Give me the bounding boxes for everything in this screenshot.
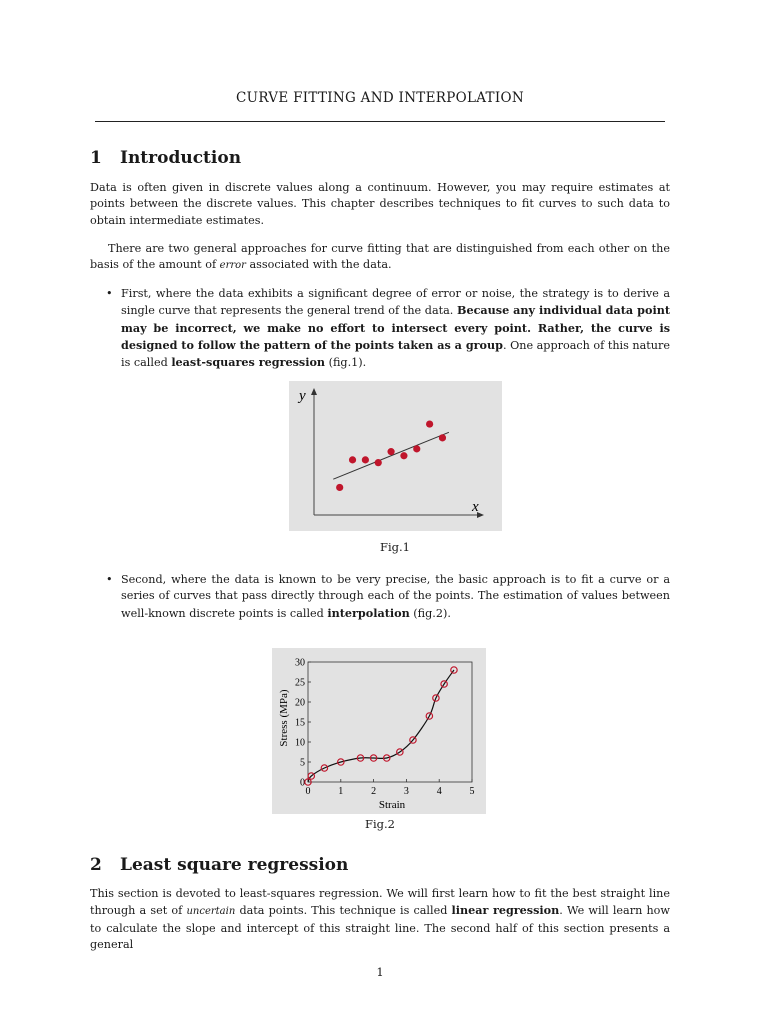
section-2-number: 2 — [90, 855, 102, 875]
fig1-data-point — [336, 484, 343, 491]
fig2-y-tick-label: 0 — [300, 777, 305, 789]
section-1-heading — [90, 148, 241, 168]
bullet1-text-a: First, where the data exhibits a significant degree of error or noise, the strategy is to derive a single curve that represents the general trend of the data. — [121, 287, 670, 318]
fig1-data-point — [387, 448, 394, 455]
intro-paragraph-2 — [90, 241, 670, 275]
fig2-fitted-curve — [308, 670, 454, 782]
bullet1-text-d: (fig.1). — [325, 356, 367, 370]
sec2-text-b: data points. This technique is called — [235, 904, 452, 918]
figure-1 — [289, 381, 502, 531]
fig1-data-point — [375, 459, 382, 466]
fig2-y-tick-label: 15 — [295, 717, 305, 729]
fig2-y-tick-label: 20 — [295, 697, 305, 709]
bullet-icon: • — [106, 573, 113, 586]
para2-text-a: There are two general approaches for curve fitting that are distinguished from each other on the basis of the amount of — [90, 242, 670, 272]
intro-paragraph-1: Data is often given in discrete values along a continuum. However, you may require estimates at points between the discrete values. This chapter describes techniques to fit curves to such data to obtain intermediate estimates. — [90, 181, 670, 227]
bullet-item-1 — [106, 286, 670, 371]
fig1-x-label: x — [472, 499, 479, 515]
para2-text-b: associated with the data. — [245, 258, 392, 272]
fig2-y-tick-label: 5 — [300, 757, 305, 769]
figure-2 — [272, 648, 486, 814]
fig1-y-label: y — [299, 388, 306, 404]
bullet1-text-c: . One approach of this nature is called — [121, 338, 670, 370]
sec2-bold: linear regression — [451, 903, 560, 918]
title-rule — [95, 121, 665, 122]
figure-1-chart — [289, 381, 502, 531]
bullet2-bold: interpolation — [327, 605, 410, 620]
fig1-data-point — [400, 452, 407, 459]
fig2-x-tick-label: 5 — [469, 786, 475, 797]
sec2-emphasis: uncertain — [186, 906, 236, 918]
bullet2-text-b: (fig.2). — [409, 606, 451, 620]
fig1-data-point — [439, 434, 446, 441]
fig2-y-tick-label: 10 — [295, 737, 305, 749]
fig1-data-point — [349, 456, 356, 463]
section-2-title: Least square regression — [120, 855, 349, 875]
figure-1-caption: Fig.1 — [380, 540, 410, 554]
bullet1-bold-2: least-squares regression — [171, 355, 326, 370]
fig2-y-label: Stress (MPa) — [278, 689, 290, 747]
fig2-y-tick-label: 30 — [295, 657, 305, 669]
section-1-title: Introduction — [120, 148, 242, 168]
fig1-data-point — [413, 445, 420, 452]
fig2-x-label: Strain — [378, 799, 406, 811]
fig2-x-tick-label: 4 — [436, 786, 442, 797]
fig2-x-tick-label: 3 — [403, 786, 409, 797]
fig2-x-tick-label: 1 — [338, 786, 344, 797]
bullet2-text-a: Second, where the data is known to be very precise, the basic approach is to fit a curve or a series of curves that pass directly through each of the points. The estimation of values between well-known discrete points is called — [121, 573, 670, 620]
sec2-text-a: This section is devoted to least-squares regression. We will first learn how to fit the best straight line through a set of — [90, 887, 670, 918]
sec2-text-c: . We will learn how to calculate the slope and intercept of this straight line. The second half of this section presents a general — [90, 904, 670, 951]
page-title: CURVE FITTING AND INTERPOLATION — [236, 90, 524, 106]
section-2-heading — [90, 855, 348, 875]
fig2-data-point — [451, 667, 457, 673]
figure-2-caption: Fig.2 — [365, 817, 395, 831]
page-number: 1 — [376, 965, 384, 979]
figure-2-chart — [272, 648, 486, 814]
fig2-y-tick-label: 25 — [295, 677, 305, 689]
fig1-regression-line — [333, 432, 449, 479]
fig1-data-point — [362, 456, 369, 463]
fig1-data-point — [426, 420, 433, 427]
bullet-item-2 — [106, 572, 670, 622]
para2-emphasis: error — [219, 260, 246, 272]
bullet1-bold: Because any individual data point may be incorrect, we make no effort to intersect every point. Rather, the curve is designed to follow the pattern of the points taken as a group — [121, 303, 670, 352]
regression-paragraph — [90, 886, 670, 953]
fig2-x-tick-label: 2 — [371, 786, 377, 797]
section-1-number: 1 — [90, 148, 102, 168]
fig2-x-tick-label: 0 — [305, 786, 311, 797]
bullet-icon: • — [106, 287, 113, 300]
